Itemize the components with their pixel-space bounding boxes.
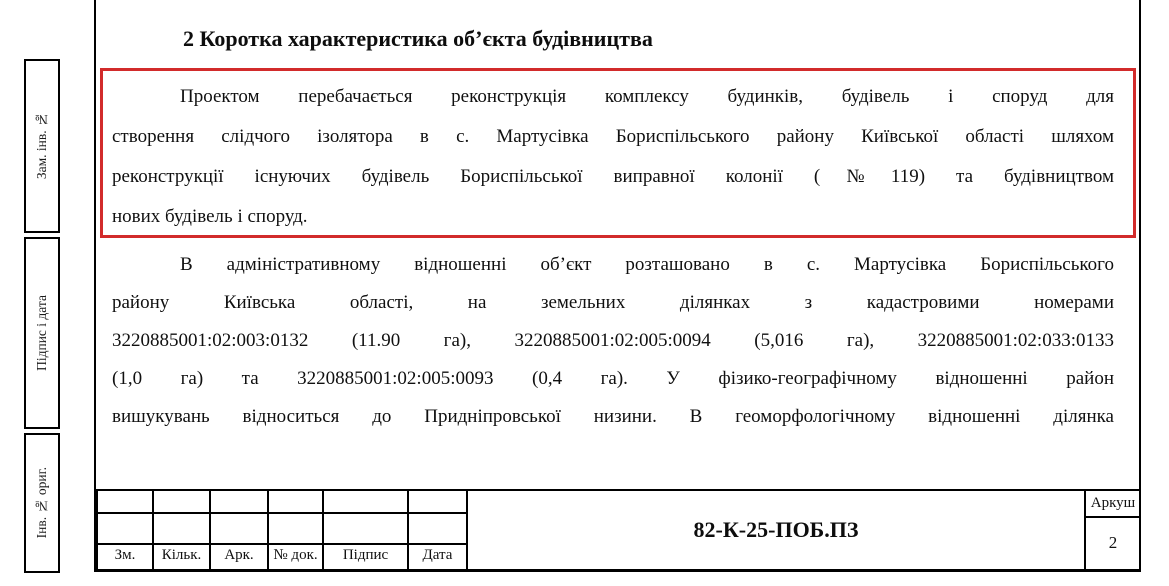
paragraph-line: (1,0 га) та 3220885001:02:005:0093 (0,4 га). У фізико-географічному відношенні район	[112, 368, 1114, 389]
paragraph-line: створення слідчого ізолятора в с. Мартусівка Бориспільського району Київської області шляхом	[112, 126, 1114, 147]
paragraph-line: В адміністративному відношенні об’єкт розташовано в с. Мартусівка Бориспільського	[180, 254, 1114, 275]
stamp-col-label-pidpys: Підпис	[342, 547, 389, 563]
frame-border-left	[94, 0, 96, 571]
paragraph-line: вишукувань відноситься до Придніпровської низини. В геоморфологічному відношенні ділянка	[112, 406, 1114, 427]
paragraph-line: району Київська області, на земельних ділянках з кадастровими номерами	[112, 292, 1114, 313]
stamp-col-label-zm: Зм.	[114, 547, 136, 563]
paragraph-line: нових будівель і споруд.	[112, 206, 308, 227]
frame-border-right	[1139, 0, 1141, 571]
margin-label: Підпис і дата	[34, 295, 49, 371]
section-title: 2 Коротка характеристика об’єкта будівництва	[183, 26, 653, 51]
stamp-col-label-data: Дата	[422, 547, 453, 563]
paragraph-line: Проектом перебачається реконструкція комплексу будинків, будівель і споруд для	[180, 86, 1114, 107]
margin-cell-zam-inv	[24, 59, 60, 233]
margin-cell-pidpys-data	[24, 237, 60, 429]
sheet-label: Аркуш	[1090, 495, 1136, 511]
highlighted-paragraph	[112, 77, 1114, 237]
sheet-number: 2	[1108, 533, 1118, 552]
margin-label: Інв. № ориг.	[34, 467, 49, 539]
stamp-col-label-ark: Арк.	[224, 547, 254, 563]
margin-cell-inv-oryg	[24, 433, 60, 573]
paragraph-2	[112, 246, 1114, 436]
stamp-col-label-kilk: Кільк.	[161, 547, 202, 563]
paragraph-line: 3220885001:02:003:0132 (11.90 га), 3220885001:02:005:0094 (5,016 га), 3220885001:02:033:0133	[112, 330, 1114, 351]
document-code: 82-К-25-ПОБ.ПЗ	[693, 517, 859, 542]
stamp-col-label-nodok: № док.	[273, 547, 318, 563]
paragraph-line: реконструкції існуючих будівель Бориспільської виправної колонії (№119) та будівництвом	[112, 166, 1114, 187]
margin-label: Зам. інв. №	[34, 112, 49, 180]
